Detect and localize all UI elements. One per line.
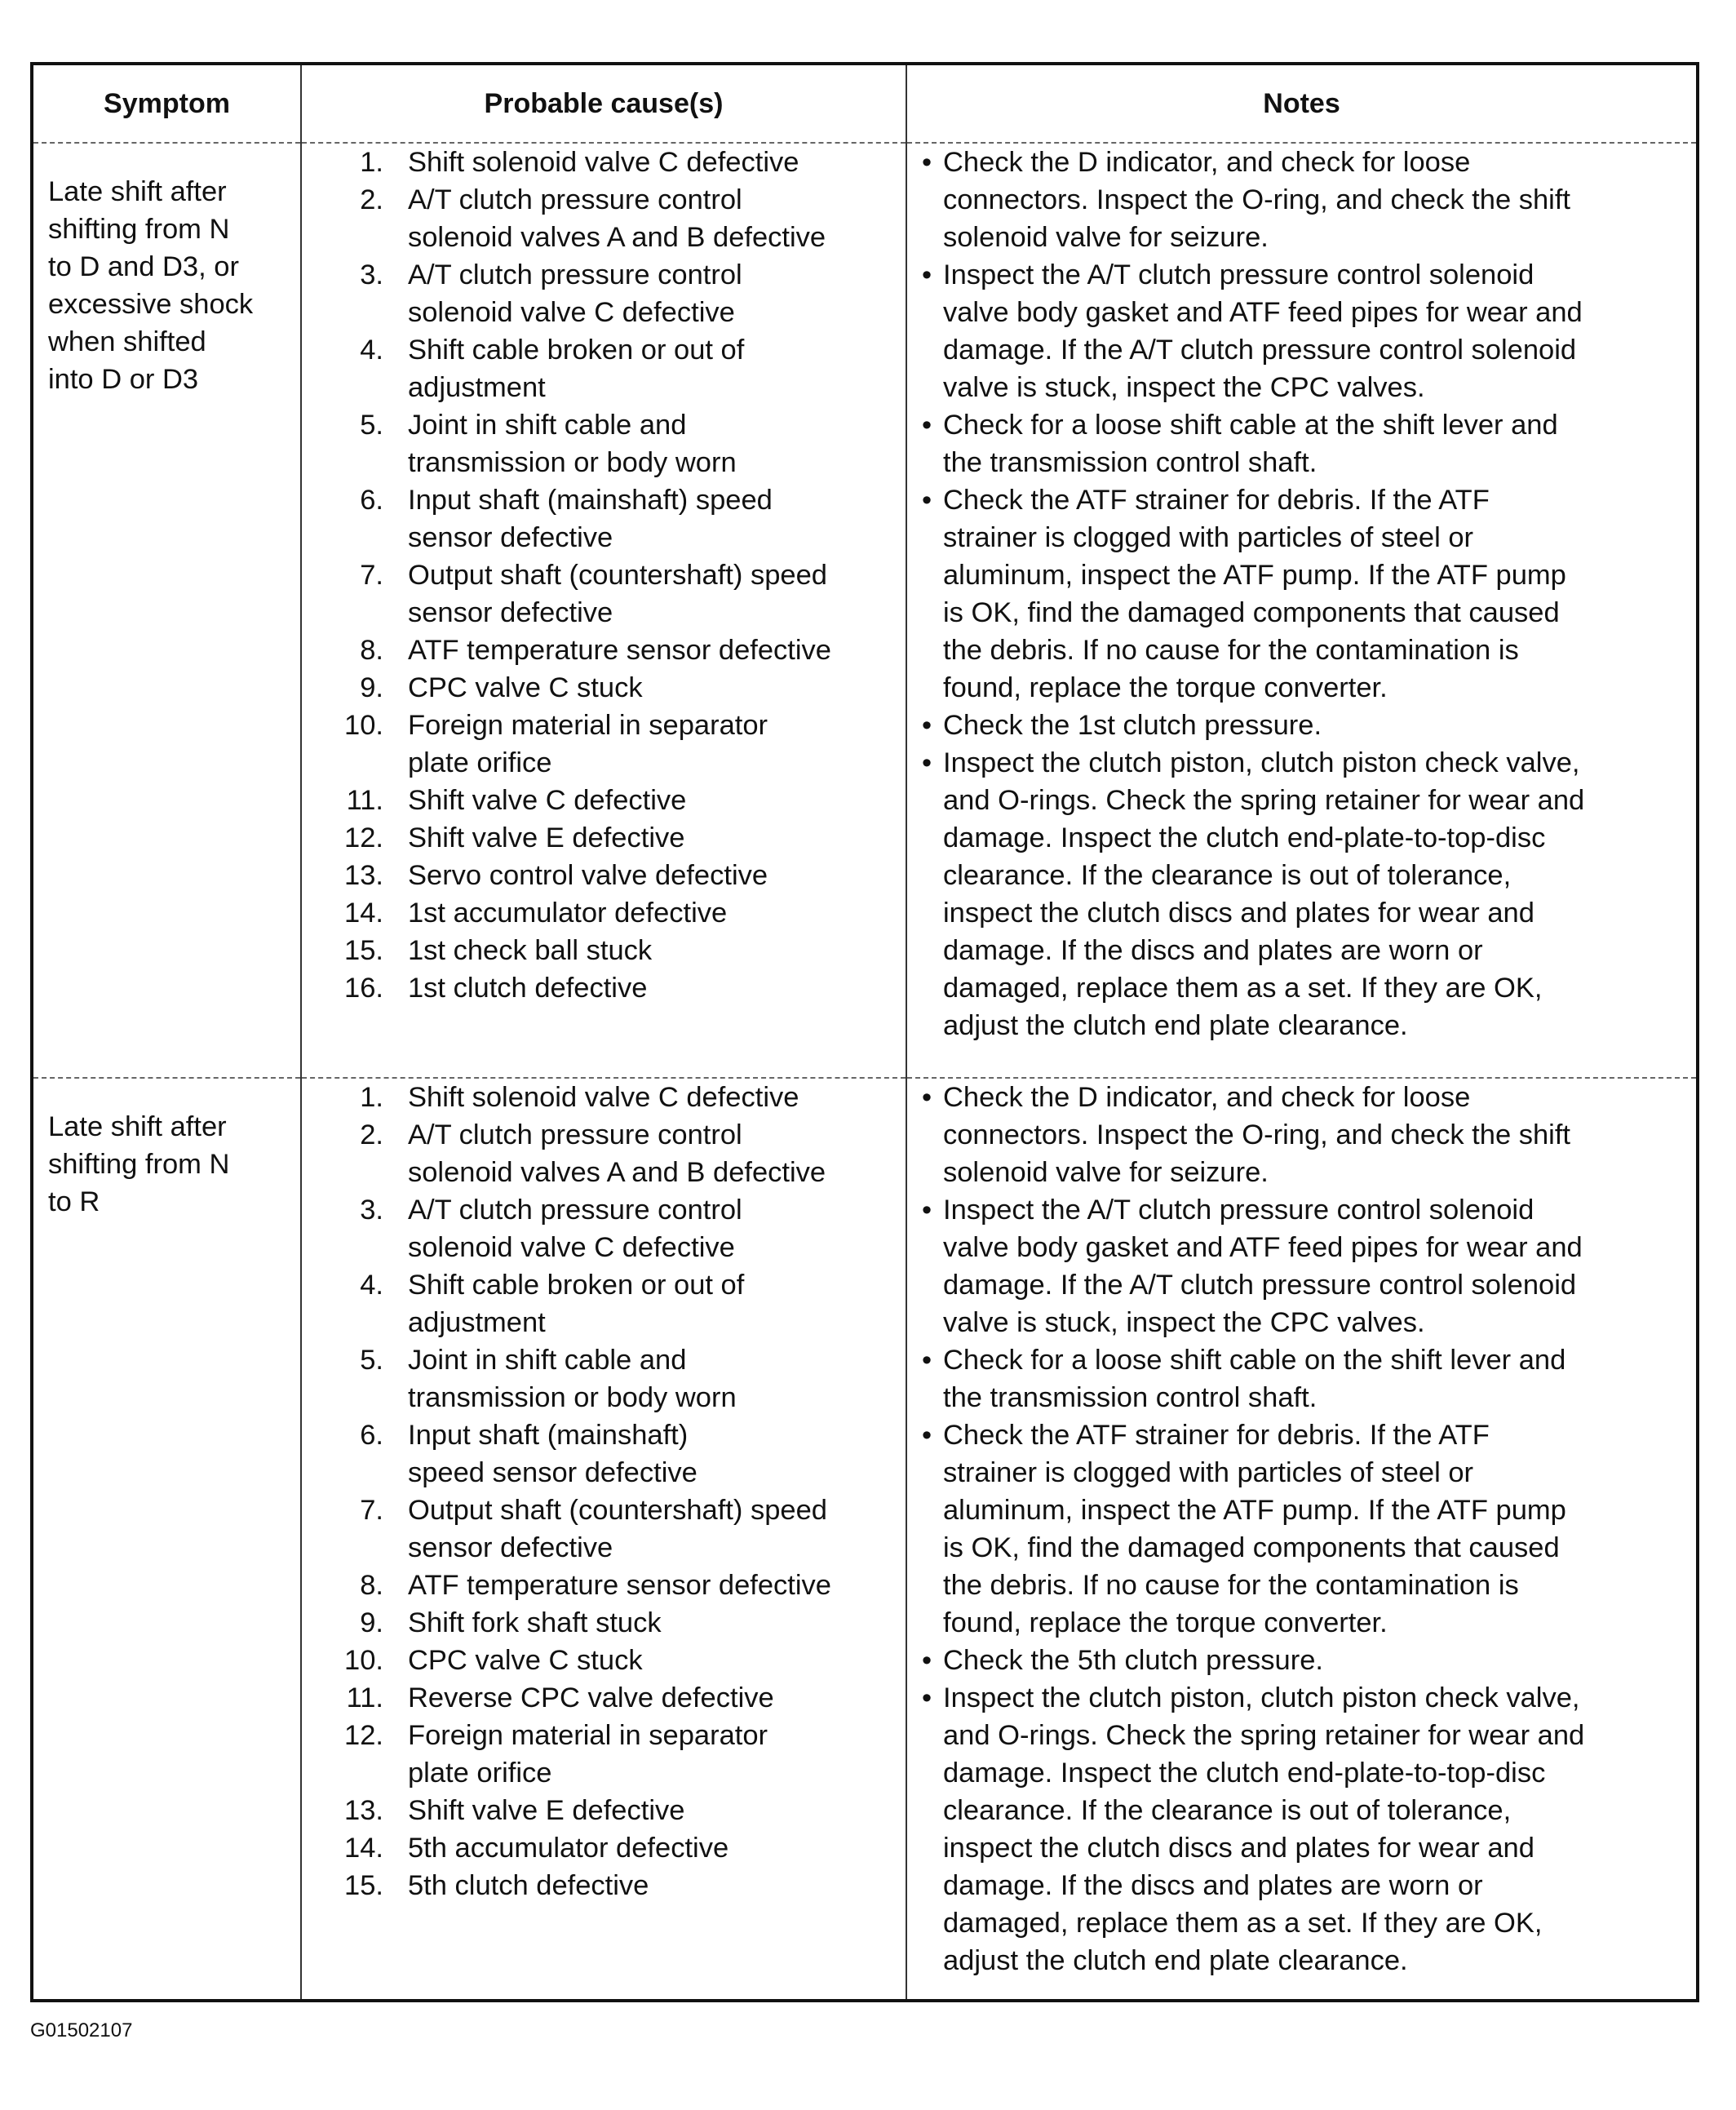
bullet-icon: •: [922, 1645, 932, 1676]
note-text: Inspect the A/T clutch pressure control solenoid valve body gasket and ATF feed pipes for wear and damage. If the A/T clutch pressure control solenoid valve is stuck, inspect the CPC valves.: [943, 259, 1583, 403]
probable-causes-cell: [301, 1078, 906, 2001]
bullet-icon: •: [922, 710, 932, 741]
cause-text: A/T clutch pressure control solenoid valves A and B defective: [408, 184, 826, 253]
cause-item: [302, 1679, 906, 1717]
note-text: Check the 5th clutch pressure.: [943, 1645, 1323, 1676]
table-row: [32, 143, 1698, 1078]
cause-item: [302, 1717, 906, 1792]
bullet-icon: •: [922, 259, 932, 290]
note-text: Inspect the A/T clutch pressure control solenoid valve body gasket and ATF feed pipes for wear and damage. If the A/T clutch pressure control solenoid valve is stuck, inspect the CPC valves.: [943, 1195, 1583, 1338]
note-item: [907, 1679, 1696, 1979]
bullet-icon: •: [922, 1082, 932, 1113]
cause-item: [302, 1416, 906, 1492]
symptom-text: Late shift after shifting from N to R: [48, 1111, 230, 1217]
cause-item: [302, 181, 906, 256]
note-text: Check for a loose shift cable on the shift lever and the transmission control shaft.: [943, 1345, 1566, 1413]
note-item: [907, 744, 1696, 1044]
cause-number: 10.: [344, 1645, 383, 1676]
cause-item: [302, 669, 906, 707]
cause-text: Input shaft (mainshaft) speed sensor defective: [408, 485, 773, 553]
cause-text: ATF temperature sensor defective: [408, 635, 831, 666]
figure-code: G01502107: [30, 2019, 133, 2041]
cause-item: [302, 782, 906, 819]
bullet-icon: •: [922, 485, 932, 516]
cause-number: 5.: [360, 410, 383, 441]
bullet-icon: •: [922, 1345, 932, 1376]
cause-text: 1st check ball stuck: [408, 935, 653, 966]
bullet-icon: •: [922, 747, 932, 778]
troubleshooting-table: [30, 62, 1699, 2002]
bullet-icon: •: [922, 1682, 932, 1713]
table-row: [32, 1078, 1698, 2001]
cause-item: [302, 1266, 906, 1341]
cause-number: 1.: [360, 147, 383, 178]
cause-text: Foreign material in separator plate orifice: [408, 710, 768, 778]
cause-text: A/T clutch pressure control solenoid valves A and B defective: [408, 1119, 826, 1188]
cause-number: 4.: [360, 1270, 383, 1301]
cause-number: 12.: [344, 1720, 383, 1751]
cause-text: ATF temperature sensor defective: [408, 1570, 831, 1601]
note-text: Inspect the clutch piston, clutch piston check valve, and O-rings. Check the spring retainer for wear and damage. Inspect the clutch end-plate-to-top-disc clearance. If the clearance is out of tolerance, inspect the clutch discs and plates for wear and damage. If the discs and plates are worn or damaged, replace them as a set. If they are OK, adjust the clutch end plate clearance.: [943, 747, 1585, 1041]
header-symptom: Symptom: [32, 64, 301, 143]
cause-text: Shift solenoid valve C defective: [408, 1082, 799, 1113]
cause-text: Shift cable broken or out of adjustment: [408, 335, 745, 403]
cause-text: Input shaft (mainshaft) speed sensor defective: [408, 1420, 698, 1488]
cause-item: [302, 632, 906, 669]
cause-number: 7.: [360, 560, 383, 591]
note-item: [907, 1191, 1696, 1341]
table-body: [32, 143, 1698, 2001]
cause-item: [302, 144, 906, 181]
cause-number: 3.: [360, 1195, 383, 1226]
cause-number: 9.: [360, 672, 383, 703]
cause-number: 5.: [360, 1345, 383, 1376]
note-text: Check the ATF strainer for debris. If the ATF strainer is clogged with particles of steel or aluminum, inspect the ATF pump. If the ATF pump is OK, find the damaged components that caused the debris. If no cause for the contamination is found, replace the torque converter.: [943, 1420, 1566, 1638]
cause-number: 16.: [344, 973, 383, 1004]
note-item: [907, 481, 1696, 707]
note-text: Check the D indicator, and check for loose connectors. Inspect the O-ring, and check the shift solenoid valve for seizure.: [943, 1082, 1570, 1188]
symptom-text: Late shift after shifting from N to D and D3, or excessive shock when shifted into D or D3: [48, 176, 254, 395]
cause-text: 5th accumulator defective: [408, 1833, 729, 1864]
causes-list: [302, 1079, 906, 1904]
cause-item: [302, 707, 906, 782]
cause-number: 9.: [360, 1607, 383, 1638]
notes-cell: [906, 143, 1698, 1078]
cause-number: 8.: [360, 635, 383, 666]
cause-text: CPC valve C stuck: [408, 672, 643, 703]
cause-number: 12.: [344, 822, 383, 853]
bullet-icon: •: [922, 1195, 932, 1226]
cause-text: Output shaft (countershaft) speed sensor defective: [408, 1495, 827, 1563]
cause-text: Shift cable broken or out of adjustment: [408, 1270, 745, 1338]
cause-text: Reverse CPC valve defective: [408, 1682, 774, 1713]
cause-text: A/T clutch pressure control solenoid valve C defective: [408, 259, 742, 328]
cause-text: Servo control valve defective: [408, 860, 768, 891]
note-text: Check the ATF strainer for debris. If the ATF strainer is clogged with particles of steel or aluminum, inspect the ATF pump. If the ATF pump is OK, find the damaged components that caused the debris. If no cause for the contamination is found, replace the torque converter.: [943, 485, 1566, 703]
cause-item: [302, 1604, 906, 1642]
bullet-icon: •: [922, 147, 932, 178]
cause-number: 6.: [360, 485, 383, 516]
note-text: Inspect the clutch piston, clutch piston check valve, and O-rings. Check the spring retainer for wear and damage. Inspect the clutch end-plate-to-top-disc clearance. If the clearance is out of tolerance, inspect the clutch discs and plates for wear and damage. If the discs and plates are worn or damaged, replace them as a set. If they are OK, adjust the clutch end plate clearance.: [943, 1682, 1585, 1976]
cause-number: 11.: [346, 1682, 383, 1713]
cause-item: [302, 1079, 906, 1116]
probable-causes-cell: [301, 143, 906, 1078]
cause-number: 13.: [344, 860, 383, 891]
cause-text: Shift valve E defective: [408, 1795, 685, 1826]
note-text: Check the 1st clutch pressure.: [943, 710, 1322, 741]
note-item: [907, 406, 1696, 481]
cause-text: 1st accumulator defective: [408, 898, 728, 929]
note-item: [907, 1416, 1696, 1642]
notes-list: [907, 144, 1696, 1044]
cause-item: [302, 1116, 906, 1191]
cause-text: Shift solenoid valve C defective: [408, 147, 799, 178]
cause-text: Shift fork shaft stuck: [408, 1607, 662, 1638]
cause-number: 3.: [360, 259, 383, 290]
cause-number: 1.: [360, 1082, 383, 1113]
cause-number: 15.: [344, 935, 383, 966]
cause-number: 13.: [344, 1795, 383, 1826]
cause-item: [302, 969, 906, 1007]
cause-number: 8.: [360, 1570, 383, 1601]
note-item: [907, 1341, 1696, 1416]
note-text: Check for a loose shift cable at the shift lever and the transmission control shaft.: [943, 410, 1558, 478]
cause-text: Shift valve E defective: [408, 822, 685, 853]
cause-number: 6.: [360, 1420, 383, 1451]
cause-item: [302, 1829, 906, 1867]
cause-item: [302, 1867, 906, 1904]
cause-number: 14.: [344, 898, 383, 929]
note-item: [907, 1642, 1696, 1679]
cause-item: [302, 481, 906, 556]
cause-number: 11.: [346, 785, 383, 816]
cause-item: [302, 819, 906, 857]
causes-list: [302, 144, 906, 1007]
cause-number: 15.: [344, 1870, 383, 1901]
cause-text: CPC valve C stuck: [408, 1645, 643, 1676]
note-item: [907, 144, 1696, 256]
cause-number: 2.: [360, 184, 383, 215]
cause-item: [302, 331, 906, 406]
cause-text: Shift valve C defective: [408, 785, 687, 816]
cause-item: [302, 556, 906, 632]
cause-number: 10.: [344, 710, 383, 741]
cause-number: 14.: [344, 1833, 383, 1864]
cause-text: A/T clutch pressure control solenoid valve C defective: [408, 1195, 742, 1263]
note-text: Check the D indicator, and check for loose connectors. Inspect the O-ring, and check the shift solenoid valve for seizure.: [943, 147, 1570, 253]
cause-text: Joint in shift cable and transmission or body worn: [408, 410, 737, 478]
cause-item: [302, 1567, 906, 1604]
cause-number: 7.: [360, 1495, 383, 1526]
cause-item: [302, 894, 906, 932]
cause-number: 4.: [360, 335, 383, 366]
cause-item: [302, 1642, 906, 1679]
cause-item: [302, 406, 906, 481]
header-probable-causes: Probable cause(s): [301, 64, 906, 143]
cause-text: Output shaft (countershaft) speed sensor defective: [408, 560, 827, 628]
cause-item: [302, 1191, 906, 1266]
cause-item: [302, 1792, 906, 1829]
header-row: [32, 64, 1698, 143]
cause-item: [302, 1341, 906, 1416]
bullet-icon: •: [922, 1420, 932, 1451]
note-item: [907, 256, 1696, 406]
notes-list: [907, 1079, 1696, 1979]
cause-item: [302, 857, 906, 894]
cause-item: [302, 1492, 906, 1567]
cause-text: 5th clutch defective: [408, 1870, 649, 1901]
symptom-cell: [32, 143, 301, 1078]
notes-cell: [906, 1078, 1698, 2001]
cause-text: Joint in shift cable and transmission or body worn: [408, 1345, 737, 1413]
cause-number: 2.: [360, 1119, 383, 1150]
note-item: [907, 707, 1696, 744]
cause-text: Foreign material in separator plate orifice: [408, 1720, 768, 1789]
symptom-cell: [32, 1078, 301, 2001]
bullet-icon: •: [922, 410, 932, 441]
note-item: [907, 1079, 1696, 1191]
cause-item: [302, 932, 906, 969]
cause-item: [302, 256, 906, 331]
header-notes: Notes: [906, 64, 1698, 143]
cause-text: 1st clutch defective: [408, 973, 648, 1004]
